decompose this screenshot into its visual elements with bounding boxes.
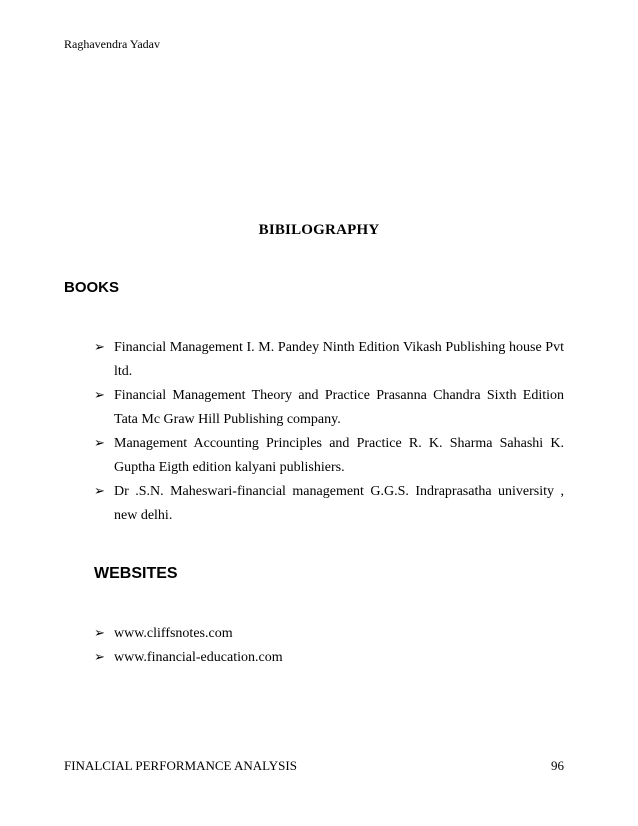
website-link: www.cliffsnotes.com	[114, 626, 233, 641]
book-item	[94, 384, 564, 432]
arrow-bullet-icon: ➢	[94, 436, 105, 451]
footer-document-title: FINALCIAL PERFORMANCE ANALYSIS	[64, 758, 297, 773]
books-list	[94, 336, 564, 528]
page-header-author: Raghavendra Yadav	[64, 37, 160, 51]
footer-divider	[64, 751, 574, 752]
websites-list	[94, 622, 564, 670]
books-heading: BOOKS	[64, 279, 120, 296]
website-item	[94, 646, 564, 670]
arrow-bullet-icon: ➢	[94, 388, 105, 403]
website-item	[94, 622, 564, 646]
book-item-text: Financial Management I. M. Pandey Ninth Edition Vikash Publishing house Pvt ltd.	[114, 340, 564, 379]
websites-heading: WEBSITES	[94, 565, 178, 582]
book-item	[94, 480, 564, 528]
arrow-bullet-icon: ➢	[94, 650, 105, 665]
book-item	[94, 336, 564, 384]
footer-page-number: 96	[551, 758, 564, 773]
book-item	[94, 432, 564, 480]
book-item-text: Financial Management Theory and Practice Prasanna Chandra Sixth Edition Tata Mc Graw Hill Publishing company.	[114, 388, 564, 427]
arrow-bullet-icon: ➢	[94, 484, 105, 499]
book-item-text: Management Accounting Principles and Practice R. K. Sharma Sahashi K. Guptha Eigth edition kalyani publishiers.	[114, 436, 564, 475]
website-link: www.financial-education.com	[114, 650, 283, 665]
book-item-text: Dr .S.N. Maheswari-financial management G.G.S. Indraprasatha university , new delhi.	[114, 484, 564, 523]
arrow-bullet-icon: ➢	[94, 626, 105, 641]
arrow-bullet-icon: ➢	[94, 340, 105, 355]
page-title: BIBILOGRAPHY	[258, 222, 380, 238]
